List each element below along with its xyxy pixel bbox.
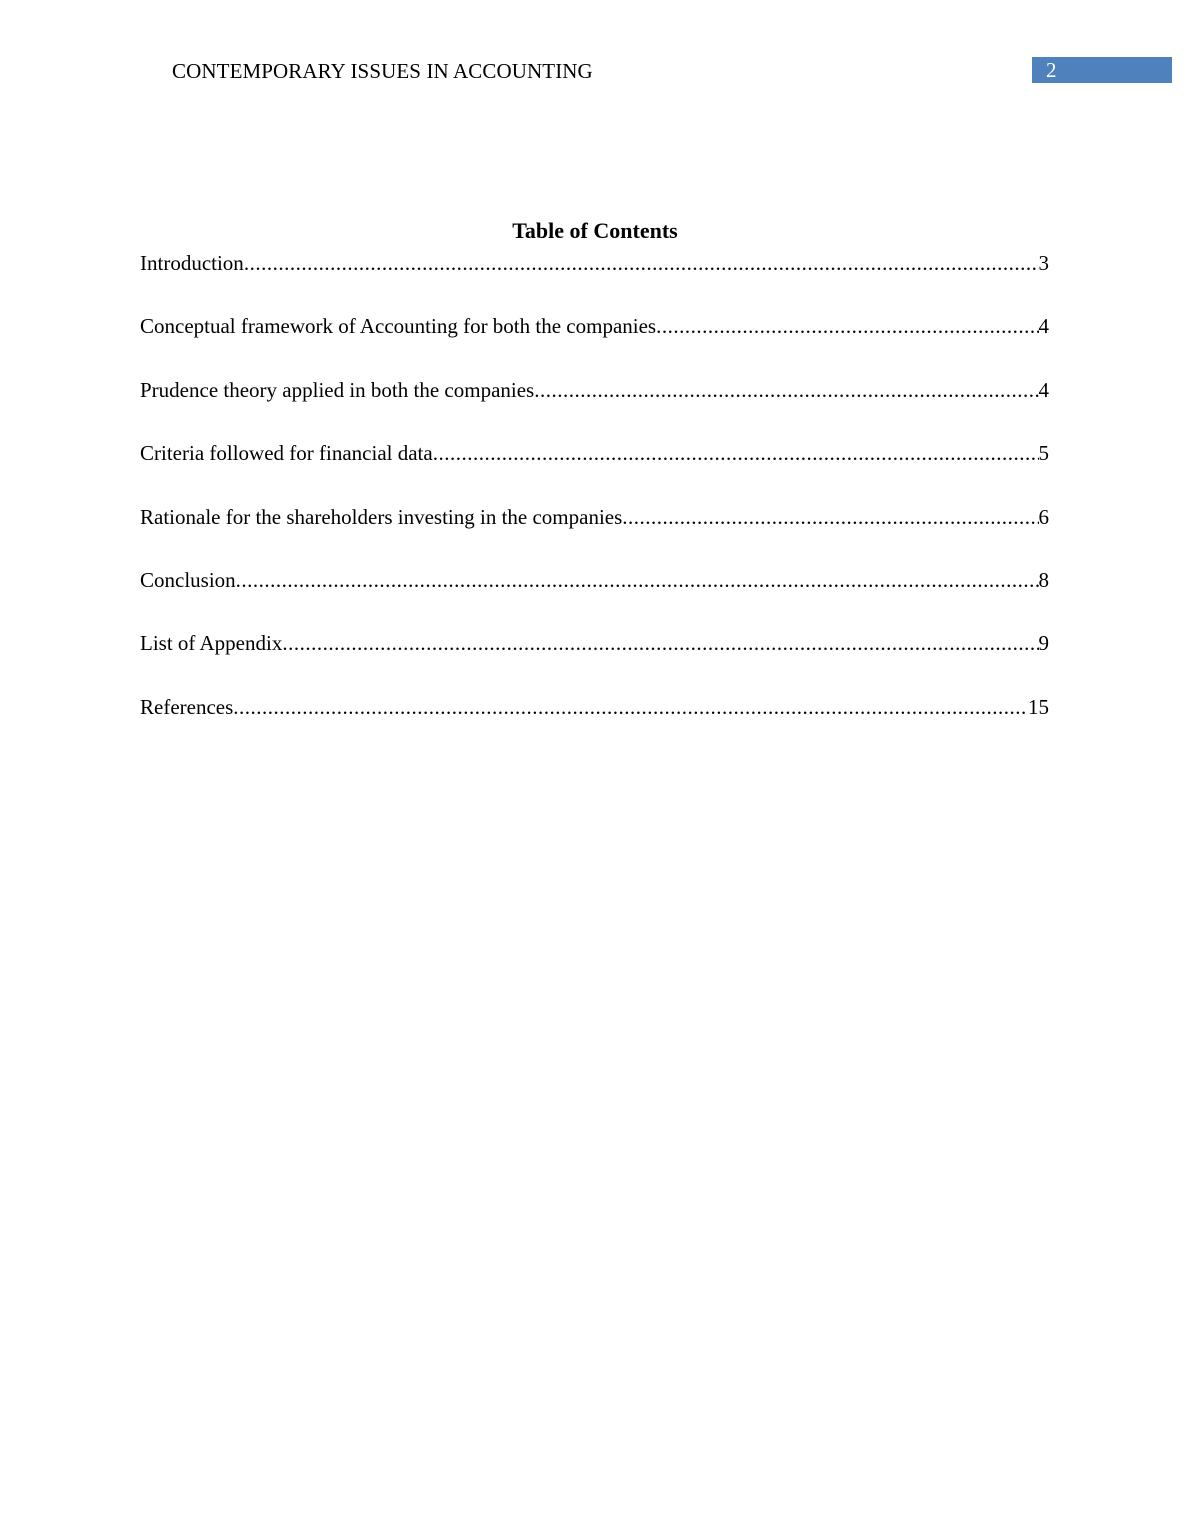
toc-leader-dots <box>622 503 1038 531</box>
toc-entry-title: Prudence theory applied in both the companies <box>140 377 535 402</box>
toc-leader-dots <box>534 376 1038 404</box>
toc-leader-dots <box>433 439 1039 467</box>
toc-entry-conclusion[interactable] <box>140 566 1049 629</box>
toc-leader-dots <box>244 249 1039 277</box>
toc-leader-dots <box>282 629 1038 657</box>
toc-leader-dots <box>656 312 1038 340</box>
header-title: CONTEMPORARY ISSUES IN ACCOUNTING <box>172 59 593 83</box>
toc-entry-page: 4 <box>1038 314 1049 339</box>
toc-entry-title: List of Appendix <box>140 631 283 656</box>
table-of-contents <box>140 249 1049 756</box>
toc-entry-introduction[interactable] <box>140 249 1049 312</box>
page-number-box <box>1032 57 1172 83</box>
toc-entry-page: 8 <box>1038 567 1049 592</box>
toc-heading: Table of Contents <box>512 218 678 243</box>
toc-entry-title: Conceptual framework of Accounting for both the companies <box>140 314 657 339</box>
toc-entry-page: 3 <box>1038 251 1049 275</box>
toc-leader-dots <box>236 566 1039 594</box>
toc-entry-list-of-appendix[interactable] <box>140 629 1049 692</box>
page-number: 2 <box>1046 58 1057 82</box>
toc-entry-title: Rationale for the shareholders investing in the companies <box>140 504 623 529</box>
toc-entry-page: 6 <box>1038 504 1049 529</box>
toc-entry-prudence-theory[interactable] <box>140 376 1049 439</box>
toc-entry-title: Introduction <box>140 251 244 275</box>
toc-entry-title: Conclusion <box>140 567 236 592</box>
toc-entry-page: 5 <box>1038 441 1049 466</box>
toc-entry-rationale[interactable] <box>140 503 1049 566</box>
toc-entry-references[interactable] <box>140 693 1049 756</box>
toc-entry-conceptual-framework[interactable] <box>140 312 1049 375</box>
toc-entry-page: 9 <box>1038 631 1049 656</box>
toc-leader-dots <box>233 693 1028 721</box>
toc-entry-title: Criteria followed for financial data <box>140 441 433 466</box>
toc-entry-page: 4 <box>1038 377 1049 402</box>
toc-entry-criteria[interactable] <box>140 439 1049 502</box>
toc-entry-title: References <box>140 694 234 719</box>
toc-entry-page: 15 <box>1028 694 1049 719</box>
